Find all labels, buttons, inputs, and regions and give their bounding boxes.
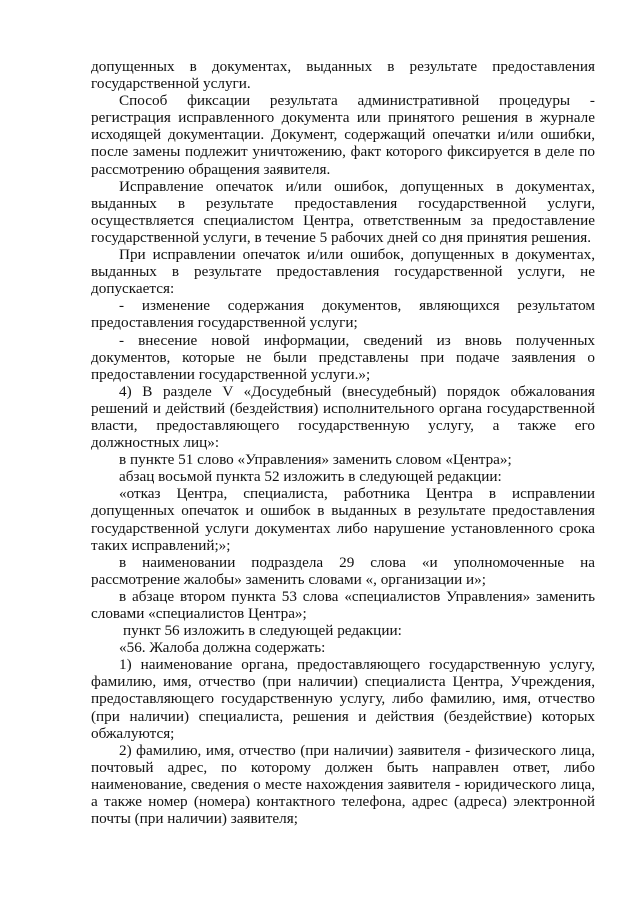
paragraph: 4) В разделе V «Досудебный (внесудебный) порядок обжалования решений и действий (бездействия) исполнительного органа государственной власти, предоставляющего государственную услугу, а также его должностных лиц»:	[91, 382, 595, 452]
paragraph: Исправление опечаток и/или ошибок, допущенных в документах, выданных в результате предоставления государственной услуги, осуществляется специалистом Центра, ответственным за предоставление государственной услуги, в течение 5 рабочих дней со дня принятия решения.	[91, 177, 595, 246]
paragraph: пункт 56 изложить в следующей редакции:	[123, 622, 402, 640]
paragraph: в наименовании подраздела 29 слова «и уполномоченные на рассмотрение жалобы» заменить словами «, организации и»;	[91, 553, 595, 588]
document-page	[91, 58, 595, 827]
paragraph: допущенных в документах, выданных в результате предоставления государственной услуги.	[91, 58, 595, 93]
paragraph: 1) наименование органа, предоставляющего государственную услугу, фамилию, имя, отчество (при наличии) специалиста Центра, Учреждения, предоставляющего государственную услугу, либо фамилию, имя, отчество (при наличии) специалиста, решения и действия (бездействие) которых обжалуются;	[91, 656, 595, 742]
paragraph: Способ фиксации результата административной процедуры - регистрация исправленного документа или принятого решения в журнале исходящей документации. Документ, содержащий опечатки и/или ошибки, после замены подлежит уничтожению, факт которого фиксируется в деле по рассмотрению обращения заявителя.	[91, 92, 595, 178]
paragraph: - внесение новой информации, сведений из вновь полученных документов, которые не были представлены при подаче заявления о предоставлении государственной услуги.»;	[91, 331, 595, 383]
paragraph: в абзаце втором пункта 53 слова «специалистов Управления» заменить словами «специалистов Центра»;	[91, 587, 595, 622]
paragraph: - изменение содержания документов, являющихся результатом предоставления государственной услуги;	[91, 297, 595, 332]
paragraph: в пункте 51 слово «Управления» заменить словом «Центра»;	[119, 451, 512, 469]
paragraph: «отказ Центра, специалиста, работника Центра в исправлении допущенных опечаток и ошибок в выданных в результате предоставления государственной услуги документах либо нарушение установленного срока таких исправлений;»;	[91, 485, 595, 554]
paragraph: 2) фамилию, имя, отчество (при наличии) заявителя - физического лица, почтовый адрес, по которому должен быть направлен ответ, либо наименование, сведения о месте нахождения заявителя - юридического лица, а также номер (номера) контактного телефона, адрес (адреса) электронной почты (при наличии) заявителя;	[91, 741, 595, 828]
paragraph: абзац восьмой пункта 52 изложить в следующей редакции:	[119, 468, 502, 486]
paragraph: При исправлении опечаток и/или ошибок, допущенных в документах, выданных в результате предоставления государственной услуги, не допускается:	[91, 246, 595, 298]
paragraph: «56. Жалоба должна содержать:	[119, 639, 326, 657]
